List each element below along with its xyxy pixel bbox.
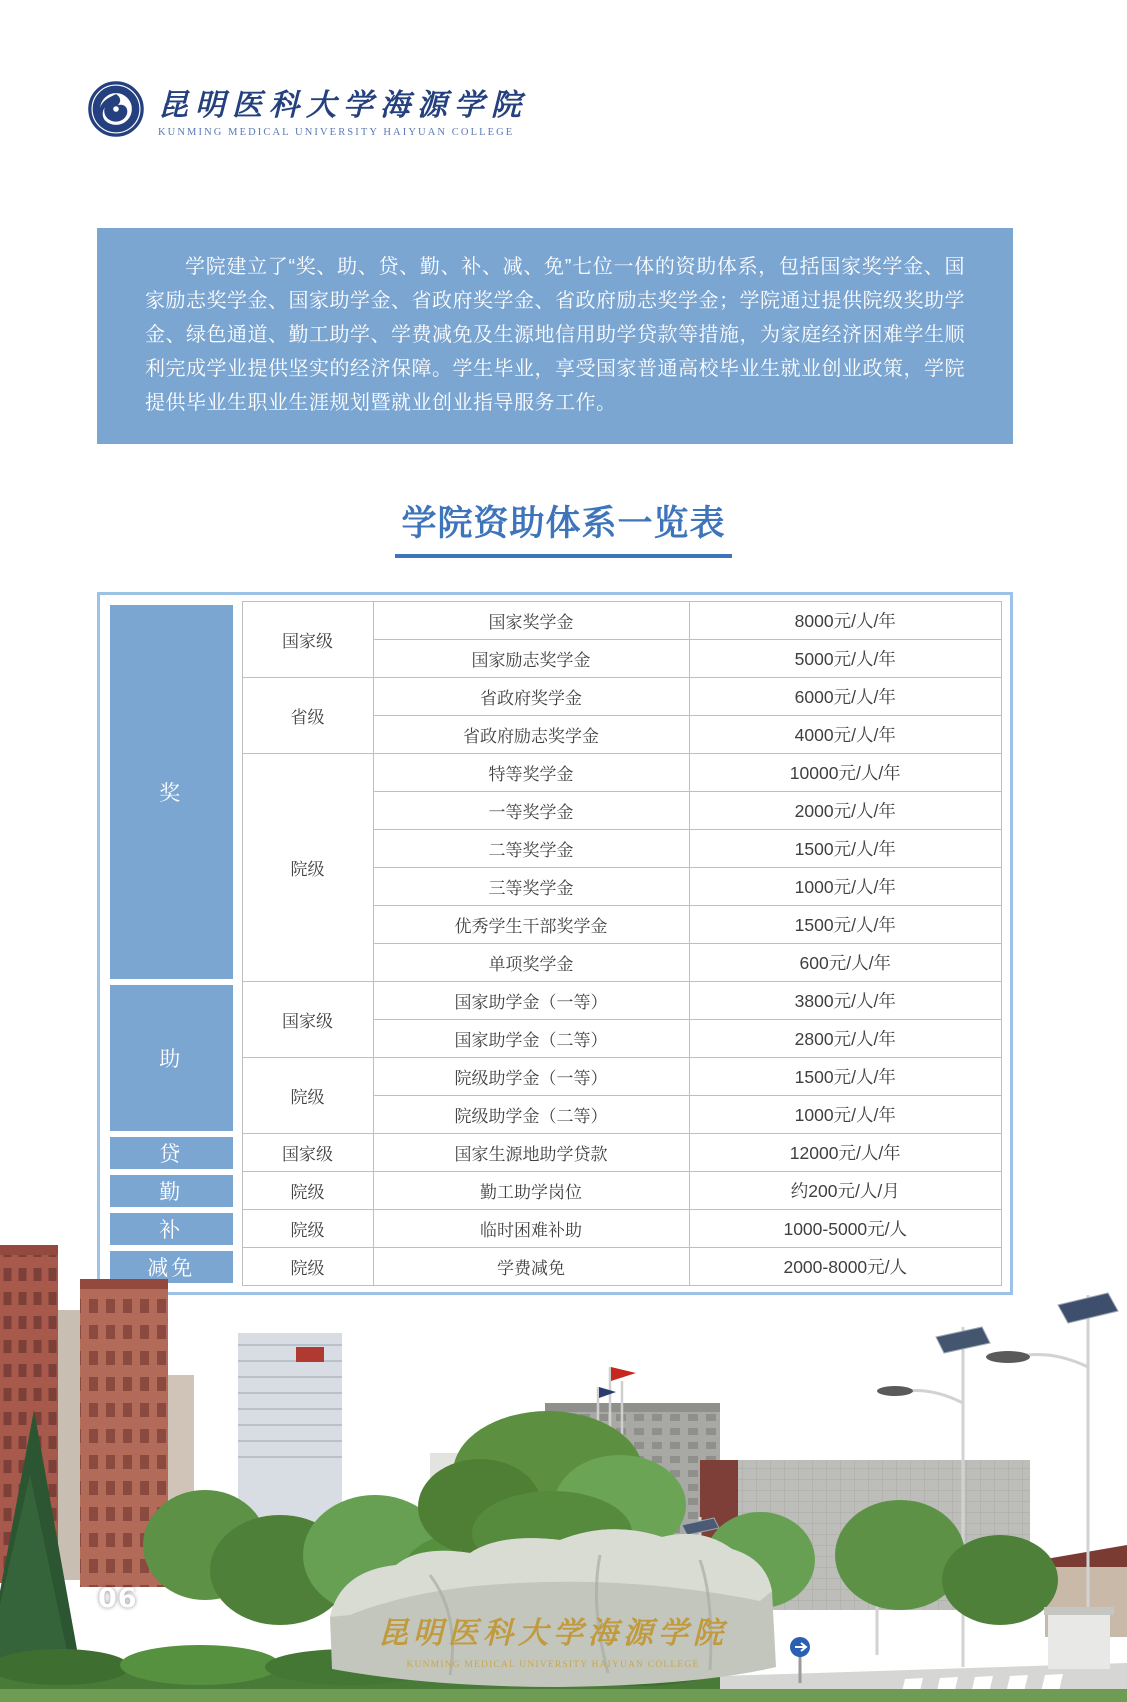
table-row [108, 1134, 1002, 1172]
page-number: 06 [98, 1583, 138, 1614]
category-label: 勤 [159, 1180, 184, 1204]
item-name-cell: 国家助学金（二等） [373, 1020, 689, 1058]
item-amount-cell: 1000元/人/年 [689, 868, 1002, 906]
category-cell [108, 1172, 242, 1210]
category-label: 补 [159, 1218, 184, 1242]
level-cell: 国家级 [242, 982, 373, 1058]
level-cell: 院级 [242, 1058, 373, 1134]
item-name-cell: 省政府励志奖学金 [373, 716, 689, 754]
logo-text [158, 80, 528, 138]
item-name-cell: 学费减免 [373, 1248, 689, 1286]
item-amount-cell: 10000元/人/年 [689, 754, 1002, 792]
item-amount-cell: 12000元/人/年 [689, 1134, 1002, 1172]
item-amount-cell: 3800元/人/年 [689, 982, 1002, 1020]
item-amount-cell: 2000-8000元/人 [689, 1248, 1002, 1286]
category-label: 奖 [159, 781, 184, 805]
item-amount-cell: 6000元/人/年 [689, 678, 1002, 716]
item-name-cell: 院级助学金（二等） [373, 1096, 689, 1134]
item-amount-cell: 1000-5000元/人 [689, 1210, 1002, 1248]
table-row [108, 602, 1002, 640]
category-cell [108, 602, 242, 982]
item-amount-cell: 1500元/人/年 [689, 906, 1002, 944]
item-amount-cell: 约200元/人/月 [689, 1172, 1002, 1210]
category-label: 贷 [159, 1142, 184, 1166]
table-row [108, 1058, 1002, 1096]
item-name-cell: 单项奖学金 [373, 944, 689, 982]
glass-building [238, 1333, 342, 1523]
level-cell: 院级 [242, 1210, 373, 1248]
item-amount-cell: 600元/人/年 [689, 944, 1002, 982]
level-cell: 院级 [242, 1172, 373, 1210]
item-name-cell: 三等奖学金 [373, 868, 689, 906]
aid-table [108, 601, 1002, 1286]
category-label: 助 [159, 1047, 184, 1071]
level-cell: 省级 [242, 678, 373, 754]
category-label: 减免 [147, 1256, 196, 1280]
level-cell: 国家级 [242, 1134, 373, 1172]
level-cell: 院级 [242, 754, 373, 982]
stone-name-zh: 昆明医科大学海源学院 [378, 1616, 728, 1651]
header-logo [88, 80, 528, 138]
aid-table-body [108, 602, 1002, 1286]
item-name-cell: 一等奖学金 [373, 792, 689, 830]
intro-panel [97, 228, 1013, 444]
intro-paragraph: 学院建立了“奖、助、贷、勤、补、减、免”七位一体的资助体系，包括国家奖学金、国家励志奖学金、国家助学金、省政府奖学金、省政府励志奖学金；学院通过提供院级奖助学金、绿色通道、勤工助学、学费减免及生源地信用助学贷款等措施，为家庭经济困难学生顺利完成学业提供坚实的经济保障。学生毕业，享受国家普通高校毕业生就业创业政策，学院提供毕业生职业生涯规划暨就业创业指导服务工作。 [145, 256, 965, 414]
item-name-cell: 二等奖学金 [373, 830, 689, 868]
item-amount-cell: 1500元/人/年 [689, 830, 1002, 868]
table-row [108, 982, 1002, 1020]
item-name-cell: 国家助学金（一等） [373, 982, 689, 1020]
item-name-cell: 特等奖学金 [373, 754, 689, 792]
table-row [108, 754, 1002, 792]
aid-table-wrap [97, 592, 1013, 1295]
item-name-cell: 国家奖学金 [373, 602, 689, 640]
category-cell [108, 1134, 242, 1172]
item-amount-cell: 8000元/人/年 [689, 602, 1002, 640]
item-amount-cell: 2000元/人/年 [689, 792, 1002, 830]
item-amount-cell: 4000元/人/年 [689, 716, 1002, 754]
item-name-cell: 院级助学金（一等） [373, 1058, 689, 1096]
table-row [108, 1172, 1002, 1210]
item-name-cell: 省政府奖学金 [373, 678, 689, 716]
table-row [108, 678, 1002, 716]
college-seal-icon [88, 81, 144, 137]
item-amount-cell: 5000元/人/年 [689, 640, 1002, 678]
category-cell [108, 982, 242, 1134]
table-title: 学院资助体系一览表 [395, 496, 731, 558]
table-title-wrap [0, 496, 1127, 558]
level-cell: 院级 [242, 1248, 373, 1286]
item-name-cell: 国家生源地助学贷款 [373, 1134, 689, 1172]
item-amount-cell: 2800元/人/年 [689, 1020, 1002, 1058]
item-amount-cell: 1000元/人/年 [689, 1096, 1002, 1134]
item-name-cell: 优秀学生干部奖学金 [373, 906, 689, 944]
item-amount-cell: 1500元/人/年 [689, 1058, 1002, 1096]
campus-photo [0, 1215, 1127, 1702]
item-name-cell: 国家励志奖学金 [373, 640, 689, 678]
college-name-en: KUNMING MEDICAL UNIVERSITY HAIYUAN COLLEGE [158, 127, 515, 138]
item-name-cell: 临时困难补助 [373, 1210, 689, 1248]
stone-name-en: KUNMING MEDICAL UNIVERSITY HAIYUAN COLLEGE [406, 1660, 700, 1670]
college-name-zh: 昆明医科大学海源学院 [158, 88, 528, 123]
level-cell: 国家级 [242, 602, 373, 678]
item-name-cell: 勤工助学岗位 [373, 1172, 689, 1210]
